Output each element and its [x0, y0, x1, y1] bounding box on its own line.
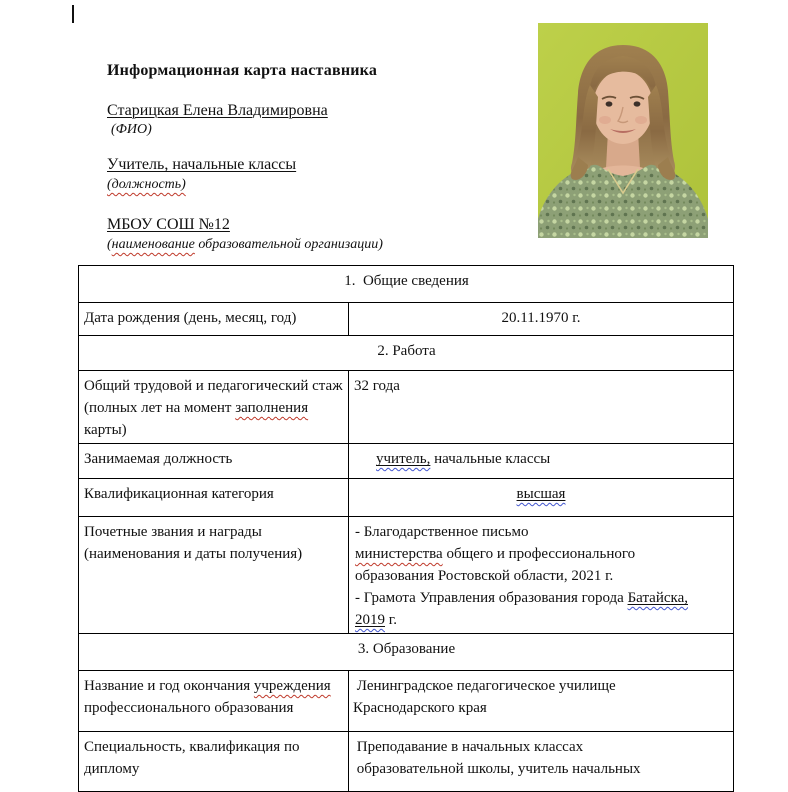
text-segment: Ленинградское педагогическое училище	[353, 678, 616, 694]
text-segment: карты)	[84, 422, 127, 438]
position-label: Занимаемая должность	[79, 444, 349, 479]
underlined-word: учитель,	[376, 451, 431, 467]
flagged-word	[376, 451, 430, 467]
education-label	[79, 671, 349, 732]
underlined-word: 2019	[355, 612, 385, 628]
table-row	[79, 266, 734, 303]
table-row	[79, 371, 734, 444]
text-segment: образовательной организации)	[194, 237, 383, 252]
experience-value: 32 года	[349, 371, 734, 444]
table-row	[79, 479, 734, 517]
text-segment: г.	[385, 612, 397, 628]
awards-value	[349, 517, 734, 634]
flagged-word: наименование	[111, 237, 195, 252]
section-header-work: 2. Работа	[79, 336, 734, 371]
text-segment: образования Ростовской области, 2021 г.	[355, 568, 614, 584]
specialty-value	[349, 732, 734, 792]
category-value	[349, 479, 734, 517]
section-header-education: 3. Образование	[79, 634, 734, 671]
text-segment: профессионального образования	[84, 700, 294, 716]
table-row	[79, 732, 734, 792]
table-row	[79, 444, 734, 479]
table-row	[79, 517, 734, 634]
text-segment: (	[107, 237, 112, 252]
mentor-position-text: Учитель, начальные классы	[107, 156, 297, 173]
mentor-name-text: Старицкая Елена Владимировна	[107, 102, 328, 119]
document-title: Информационная карта наставника	[107, 62, 378, 79]
text-segment: Краснодарского края	[353, 700, 487, 716]
flagged-word	[517, 486, 566, 502]
table-row	[79, 671, 734, 732]
position-value	[349, 444, 734, 479]
organization-caption	[107, 237, 383, 253]
position-caption	[107, 177, 186, 193]
organization-name	[107, 216, 230, 234]
text-segment: общего и профессионального	[442, 546, 636, 562]
text-segment: - Благодарственное письмо	[355, 524, 529, 540]
info-table	[78, 265, 734, 792]
awards-label: Почетные звания и награды (наименования и даты получения)	[79, 517, 349, 634]
text-cursor-icon	[72, 5, 74, 23]
text-segment: Преподавание в начальных классах	[353, 739, 584, 755]
underlined-word: Батайска,	[627, 590, 688, 606]
organization-name-text: МБОУ СОШ №12	[107, 216, 230, 233]
text-segment: Общий трудовой и педагогический стаж (полных лет на момент	[84, 378, 343, 416]
dob-value: 20.11.1970 г.	[349, 303, 734, 336]
flagged-word	[355, 612, 385, 628]
text-segment: образовательной школы, учитель начальных	[353, 761, 641, 777]
text-segment: - Грамота Управления образования города	[355, 590, 628, 606]
dob-label: Дата рождения (день, месяц, год)	[79, 303, 349, 336]
flagged-word	[628, 590, 688, 606]
position-caption-text: (должность)	[107, 177, 186, 192]
mentor-photo	[538, 23, 708, 238]
table-row	[79, 303, 734, 336]
name-caption: (ФИО)	[111, 122, 152, 137]
category-label: Квалификационная категория	[79, 479, 349, 517]
text-segment: начальные классы	[430, 451, 551, 467]
experience-label	[79, 371, 349, 444]
flagged-word: министерства	[355, 546, 443, 562]
table-row	[79, 336, 734, 371]
table-row	[79, 634, 734, 671]
section-header-general: 1. Общие сведения	[79, 266, 734, 303]
text-segment: Название и год окончания	[84, 678, 254, 694]
mentor-name	[107, 102, 328, 120]
flagged-word: учреждения	[253, 678, 331, 694]
mentor-position	[107, 156, 296, 174]
flagged-word: заполнения	[235, 400, 309, 416]
education-value	[349, 671, 734, 732]
underlined-word: высшая	[516, 486, 566, 502]
specialty-label: Специальность, квалификация по диплому	[79, 732, 349, 792]
